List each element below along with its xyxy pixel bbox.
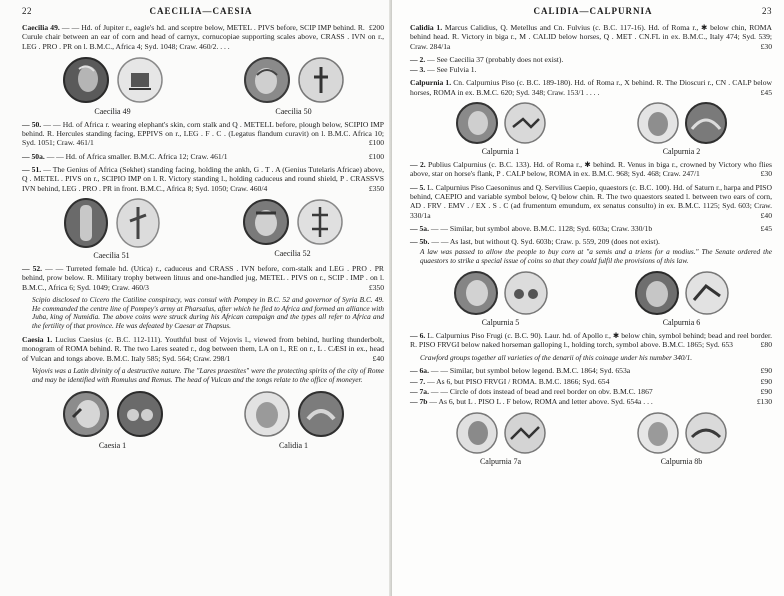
coin-obverse-image [242, 389, 292, 439]
coin-caption: Calpurnia 1 [481, 147, 520, 157]
entry-text: — — Hd. of Africa r. wearing elephant's skin, corn stalk and Q . METELL before, plough below, SCIPIO IMP behind. R. Hercules standing facing, EPPIVS on r., LEG . F . C . (Legatus flandum curavit) on l. B.M.C. Africa 10; Syd. 1051; Craw. 461/1 [22, 119, 384, 148]
coin-obverse-image [455, 101, 499, 145]
entry-value: £40 [760, 210, 772, 220]
entry-text: — — Similar, but symbol below legend. B.M.C. 1864; Syd. 653a [430, 366, 631, 376]
catalogue-entry [410, 65, 772, 74]
catalogue-entry [22, 264, 384, 292]
coin-reverse-image [115, 389, 165, 439]
entry-head: — 7. [410, 376, 426, 386]
entry-value: £30 [760, 169, 772, 179]
entry-text: — As 6, but L . PISO L . F below, ROMA and letter above. Syd. 654a . . . [429, 397, 653, 407]
entry-value: £45 [760, 223, 772, 233]
coin-obverse-image [453, 270, 499, 316]
catalogue-entry [410, 331, 772, 350]
entry-text: — — Hd. of Jupiter r., eagle's hd. and sceptre below, METEL . PIVS before, SCIP IMP behind. R. Curule chair between an ear of corn and head of carnyx, cornucopiae supporting scales above, CRASS . IVN on r., LEG . PRO . PR on l. B.M.C., Africa 4; Syd. 1048; Craw. 460/2. . . . [22, 23, 384, 51]
coin-pair [636, 411, 728, 466]
coin-obverse-image [636, 411, 680, 455]
entry-head: — 2. [410, 160, 426, 170]
entry-text: L. Calpurnius Piso Caesoninus and Q. Servilius Caepio, quaestors (c. B.C. 100). Hd. of Saturn r., harpa and PISO behind, CAEPIO and variable symbol below, Q below chin. R. The two quaestors seated l. between two ears of corn, AD . FRV . EMV . / EX . S . C (ad frumentum emundum, ex senatus consulto) in ex. B.M.C. 1125; Syd. 603; Craw. 330/1a [410, 182, 773, 220]
coin-plate-row [410, 101, 772, 156]
coin-pair [242, 389, 346, 450]
coin-caption: Calpurnia 6 [662, 318, 701, 328]
historical-note: Crawford groups together all varieties of the denarii of this coinage under his number 340/1. [420, 352, 693, 362]
coin-obverse-image [61, 55, 111, 105]
entry-text: — — Similar, but symbol above. B.M.C. 1128; Syd. 603a; Craw. 330/1b [430, 223, 653, 233]
entry-text: Cn. Calpurnius Piso (c. B.C. 189-180). Hd. of Roma r., X behind. R. The Dioscuri r., CN . CALP below horses, ROMA in ex. B.M.C. 620; Syd. 348; Craw. 153/1 . . . . [410, 78, 772, 97]
historical-note: Vejovis was a Latin divinity of a destructive nature. The "Lares praestites" were the protecting spirits of the city of Rome and may be identified with Romulus and Remus. The head of Vulcan and the tongs relate to the office of moneyer. [32, 365, 384, 384]
entry-head: — 7b [410, 397, 428, 407]
coin-pair [636, 101, 728, 156]
coin-obverse-image [455, 411, 499, 455]
entry-head: Calpurnia 1. [410, 78, 452, 88]
coin-pair [455, 101, 547, 156]
coin-pair [61, 389, 165, 450]
catalogue-entry [410, 78, 772, 97]
entry-head: — 52. [22, 263, 43, 273]
coin-reverse-image [684, 270, 730, 316]
left-page-number: 22 [22, 6, 32, 16]
coin-pair [62, 197, 162, 260]
entry-text: — — As last, but without Q. Syd. 603b; Craw. p. 559, 209 (does not exist). [431, 237, 660, 247]
entry-value: £200 [368, 23, 384, 32]
catalogue-entry [410, 377, 772, 386]
coin-caption: Calidia 1 [278, 440, 309, 450]
left-running-header [22, 6, 384, 16]
entry-head: — 50. [22, 119, 42, 129]
entry-head: — 2. [410, 54, 426, 64]
right-page-number: 23 [761, 6, 772, 16]
coin-plate-row [410, 411, 772, 466]
entry-head: — 6. [410, 331, 426, 341]
entry-text: — See Fulvia 1. [427, 65, 477, 75]
entry-value: £100 [368, 138, 384, 148]
catalogue-entry [22, 335, 384, 363]
coin-obverse-image [62, 197, 110, 249]
entry-value: £90 [760, 387, 772, 397]
coin-reverse-image [296, 55, 346, 105]
catalogue-entry [410, 366, 772, 375]
entry-head: — 5. [410, 182, 426, 192]
coin-caption: Caecilia 49 [94, 106, 131, 116]
entry-text: — — Turreted female hd. (Utica) r., caduceus and CRASS . IVN before, corn-stalk and LEG . PRO . PR behind, prow below. R. Military trophy between lituus and one-handled jug, METEL . PIVS on r., SCIP . IMP . on l. B.M.C., Africa 6; Syd. 1049; Craw. 460/3 [22, 263, 384, 292]
entry-text: — The Genius of Africa (Sekhet) standing facing, holding the ankh, G . T . A (Genius Tutelaris Africae) above, Q . METEL . PIVS on r., SCIPIO IMP on l. R. Victory standing l., holding caduceus and round shield, P . CRASSVS IVN behind, LEG . PRO . PR in front. B.M.C., Africa 8; Syd. 1050; Craw. 460/4 [22, 165, 385, 193]
right-running-header [410, 6, 772, 16]
entry-head: — 3. [410, 65, 426, 75]
entry-value: £30 [760, 41, 772, 51]
coin-caption: Calpurnia 7a [479, 456, 522, 466]
coin-reverse-image [114, 197, 162, 249]
catalogue-entry [410, 224, 772, 233]
coin-obverse-image [242, 55, 292, 105]
coin-caption: Calpurnia 2 [662, 147, 701, 157]
coin-reverse-image [503, 411, 547, 455]
catalogue-entry [410, 55, 772, 64]
entry-text: Lucius Caesius (c. B.C. 112-111). Youthful bust of Vejovis l., viewed from behind, hurling thunderbolt, monogram of ROMA behind. R. The two Lares seated r., dog between them, LA on l., RE on r., L . CÆSI in ex., head of Vulcan and tongs above. B.M.C. Italy 585; Syd. 564; Craw. 298/1 [22, 335, 384, 363]
entry-head: — 50a. [22, 151, 45, 161]
entry-text: Marcus Calidius, Q. Metellus and Cn. Fulvius (c. B.C. 117-16). Hd. of Roma r., ✱ below chin, ROMA behind head. R. Victory in biga r., M . CALID below horses, Q . MET . CN.FL in ex. B.M.C., Italy 474; Syd. 539; Craw. 284/1a [410, 23, 772, 51]
catalogue-entry [410, 397, 772, 406]
coin-obverse-image [634, 270, 680, 316]
coin-reverse-image [684, 411, 728, 455]
historical-note: Scipio disclosed to Cicero the Catiline conspiracy, was consul with Pompey in B.C. 52 and governor of Syria B.C. 49. He commanded the centre line of Pompey's army at Pharsalus, after which he fled to Africa and formed an alliance with Juba, king of Numidia. The above coins were struck during his African campaign and the types all refer to Africa and the fertility of that province. He was defeated by Caesar at Thapsus. [32, 294, 384, 331]
catalogue-entry [410, 23, 772, 51]
coin-pair [634, 270, 730, 327]
entry-value: £80 [760, 340, 772, 350]
historical-note: A law was passed to allow the people to buy corn at "a semis and a triens for a modius." The Senate ordered the quaestors to strike a special issue of coins so that they could fulfil the provisions of this law. [420, 247, 772, 266]
coin-plate-row [22, 389, 384, 450]
coin-caption: Caecilia 50 [275, 106, 312, 116]
left-running-head: CAECILIA—CAESIA [149, 6, 253, 16]
coin-pair [241, 197, 345, 258]
coin-caption: Calpurnia 5 [481, 318, 520, 328]
coin-pair [453, 270, 549, 327]
right-running-head: CALIDIA—CALPURNIA [533, 6, 653, 16]
catalogue-entry [22, 120, 384, 148]
entry-value: £45 [760, 87, 772, 97]
entry-value: £90 [760, 376, 772, 386]
catalogue-entry [410, 237, 772, 246]
catalogue-entry [22, 23, 384, 51]
coin-caption: Caecilia 51 [93, 250, 130, 260]
coin-caption: Caecilia 52 [274, 248, 311, 258]
catalogue-entry [22, 165, 384, 193]
right-page [392, 0, 784, 596]
entry-head: — 7a. [410, 387, 429, 397]
coin-obverse-image [636, 101, 680, 145]
entry-head: Calidia 1. [410, 23, 443, 32]
entry-text: — See Caecilia 37 (probably does not exist). [427, 54, 564, 64]
entry-head: Caesia 1. [22, 335, 53, 345]
coin-reverse-image [296, 389, 346, 439]
coin-pair [455, 411, 547, 466]
entry-text: — — Circle of dots instead of bead and reel border on obv. B.M.C. 1867 [430, 387, 653, 397]
coin-plate-row [22, 197, 384, 260]
coin-plate-row [22, 55, 384, 116]
catalogue-entry [410, 160, 772, 179]
coin-caption: Calpurnia 8b [660, 456, 703, 466]
coin-caption: Caesia 1 [98, 440, 127, 450]
coin-pair [61, 55, 165, 116]
entry-text: — As 6, but PISO FRVGI / ROMA. B.M.C. 1866; Syd. 654 [427, 376, 610, 386]
coin-reverse-image [115, 55, 165, 105]
entry-head: Caecilia 49. [22, 23, 60, 32]
coin-reverse-image [503, 270, 549, 316]
coin-pair [242, 55, 346, 116]
entry-head: — 51. [22, 165, 42, 175]
coin-reverse-image [295, 197, 345, 247]
catalogue-entry [22, 152, 384, 161]
entry-value: £350 [368, 282, 384, 292]
entry-value: £40 [372, 353, 384, 363]
entry-value: £90 [760, 366, 772, 376]
entry-head: — 5a. [410, 223, 429, 233]
entry-value: £100 [368, 151, 384, 161]
coin-reverse-image [684, 101, 728, 145]
entry-value: £130 [756, 397, 772, 407]
coin-obverse-image [241, 197, 291, 247]
catalogue-entry [410, 387, 772, 396]
catalogue-entry [410, 183, 772, 220]
entry-head: — 6a. [410, 366, 429, 376]
coin-reverse-image [503, 101, 547, 145]
entry-head: — 5b. [410, 237, 430, 247]
entry-text: Publius Calpurnius (c. B.C. 133). Hd. of Roma r., ✱ behind. R. Venus in biga r., crowned by Victory who flies above, star on horse's flank, P . CALP below, ROMA in ex. B.M.C. 968; Syd. 468; Craw. 247/1 [410, 160, 773, 179]
entry-text: — — Hd. of Africa smaller. B.M.C. Africa 12; Craw. 461/1 [46, 151, 228, 161]
coin-obverse-image [61, 389, 111, 439]
entry-text: L. Calpurnius Piso Frugi (c. B.C. 90). Laur. hd. of Apollo r., ✱ below chin, symbol behind; bead and reel border. R. PISO FRVGI below naked horseman galloping l., holding torch, symbol above. B.M.C. 1865; Syd. 653 [410, 331, 772, 350]
coin-plate-row [410, 270, 772, 327]
entry-value: £350 [368, 183, 384, 193]
